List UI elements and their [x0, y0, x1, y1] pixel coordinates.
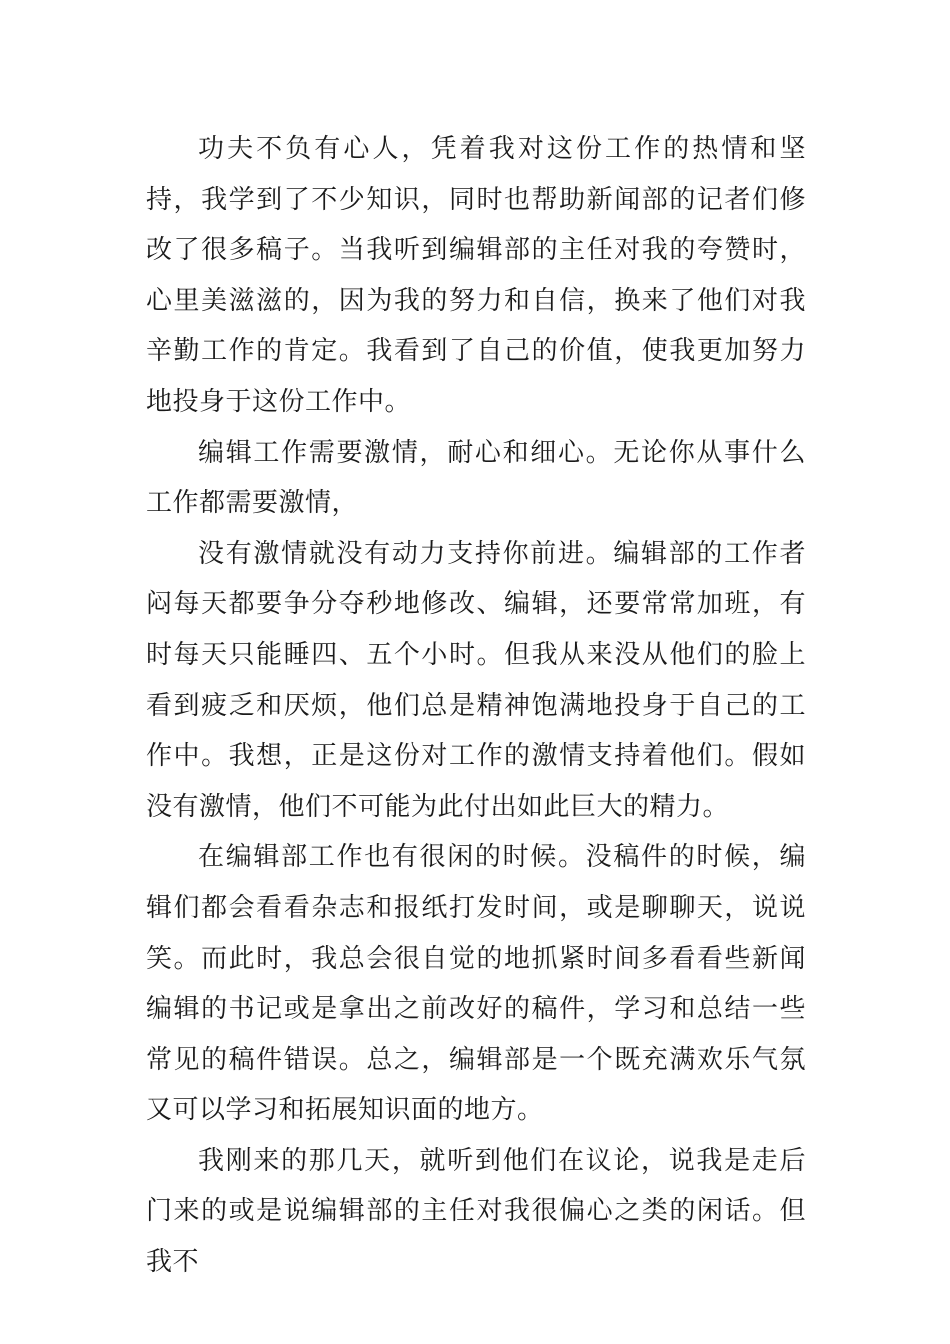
paragraph-1: 功夫不负有心人，凭着我对这份工作的热情和坚持，我学到了不少知识，同时也帮助新闻部的记者们修改了很多稿子。当我听到编辑部的主任对我的夸赞时，心里美滋滋的，因为我的努力和自信，换来了他们对我辛勤工作的肯定。我看到了自己的价值，使我更加努力地投身于这份工作中。 — [146, 134, 806, 417]
paragraph-3: 没有激情就没有动力支持你前进。编辑部的工作者闷每天都要争分夺秒地修改、编辑，还要常常加班，有时每天只能睡四、五个小时。但我从来没从他们的脸上看到疲乏和厌烦，他们总是精神饱满地投身于自己的工作中。我想，正是这份对工作的激情支持着他们。假如没有激情，他们不可能为此付出如此巨大的精力。 — [146, 538, 806, 822]
paragraph-5: 我刚来的那几天，就听到他们在议论，说我是走后门来的或是说编辑部的主任对我很偏心之类的闲话。但我不 — [146, 1145, 806, 1278]
document-body — [146, 124, 806, 1288]
paragraph-4: 在编辑部工作也有很闲的时候。没稿件的时候，编辑们都会看看杂志和报纸打发时间，或是聊聊天，说说笑。而此时，我总会很自觉的地抓紧时间多看看些新闻编辑的书记或是拿出之前改好的稿件，学习和总结一些常见的稿件错误。总之，编辑部是一个既充满欢乐气氛又可以学习和拓展知识面的地方。 — [146, 842, 806, 1126]
paragraph-2: 编辑工作需要激情，耐心和细心。无论你从事什么工作都需要激情， — [146, 437, 806, 519]
